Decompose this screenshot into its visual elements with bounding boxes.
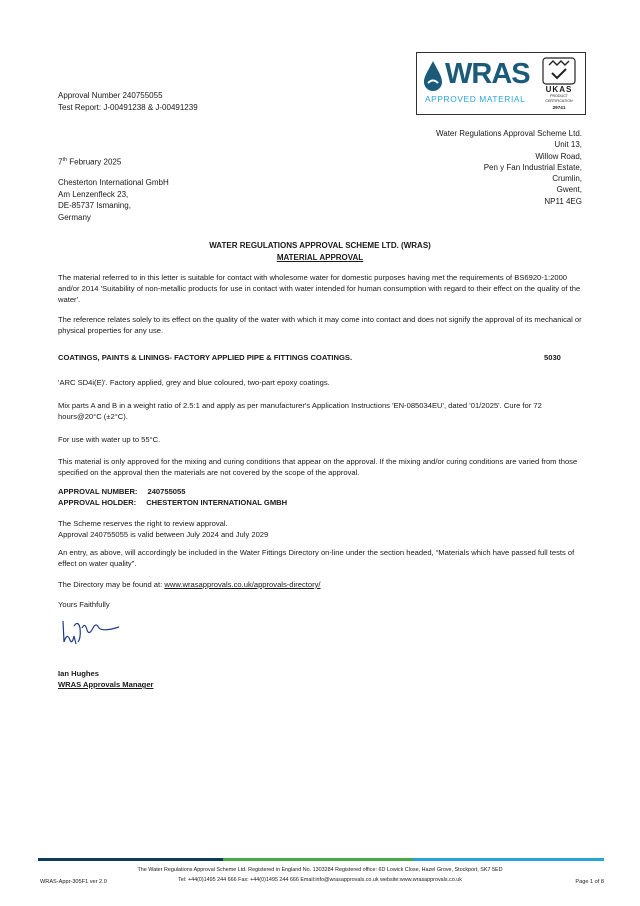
approval-number-row: APPROVAL NUMBER: 240755055 bbox=[58, 487, 186, 496]
conditions-paragraph: This material is only approved for the mixing and curing conditions that appear on the approval. If the mixing and/or curing conditions are varied from those specified on the approval then the materials are not covered by the scope of the approval. bbox=[58, 457, 578, 477]
scheme-address-line: Unit 13, bbox=[554, 140, 582, 150]
approval-header bbox=[58, 90, 198, 113]
approval-holder-row: APPROVAL HOLDER: CHESTERTON INTERNATIONAL GMBH bbox=[58, 498, 288, 507]
ukas-logo bbox=[535, 55, 583, 112]
mix-instructions: Mix parts A and B in a weight ratio of 2.5:1 and apply as per manufacturer's Application Instructions 'EN-085034EU', dated '01/2025'. Cure for 72 hours@20°C (±2°C). bbox=[58, 401, 542, 421]
directory-location: The Directory may be found at: www.wrasapprovals.co.uk/approvals-directory/ bbox=[58, 580, 321, 589]
ukas-number: 29741 bbox=[552, 105, 566, 110]
footer-line-2: Tel: +44(0)1495 244 666 Fax: +44(0)1495 244 666 Email:info@wrasapprovals.co.uk website:www.wrasapprovals.co.uk bbox=[178, 876, 462, 883]
ukas-crown-tick-icon bbox=[535, 55, 583, 112]
scheme-address-line: Gwent, bbox=[556, 185, 582, 195]
form-reference: WRAS-Appr-305F1 ver 2.0 bbox=[40, 879, 107, 885]
signatory-title: WRAS Approvals Manager bbox=[58, 680, 154, 689]
title-line-2: MATERIAL APPROVAL bbox=[276, 252, 364, 262]
test-report-line: Test Report: J-00491238 & J-00491239 bbox=[58, 102, 198, 112]
product-description: 'ARC SD4i(E)'. Factory applied, grey and blue coloured, two-part epoxy coatings. bbox=[58, 378, 330, 387]
validity-line: Approval 240755055 is valid between July 2024 and July 2029 bbox=[58, 530, 269, 539]
signatory-name: Ian Hughes bbox=[58, 669, 99, 678]
directory-entry: An entry, as above, will accordingly be included in the Water Fittings Directory on-line under the section headed, “Materials which have passed full tests of effect on water quality”. bbox=[58, 548, 575, 568]
temperature-limit: For use with water up to 55°C. bbox=[58, 435, 161, 444]
wras-logo bbox=[419, 55, 531, 112]
scheme-address-line: Crumlin, bbox=[552, 174, 582, 184]
footer-bar-navy bbox=[38, 858, 223, 861]
approval-number-line: Approval Number 240755055 bbox=[58, 91, 163, 100]
recipient-address-line: Am Lenzenfleck 23, bbox=[58, 189, 129, 199]
ukas-subtitle: PRODUCT CERTIFICATION bbox=[545, 94, 573, 103]
wras-wordmark: WRAS bbox=[445, 58, 530, 90]
category-code: 5030 bbox=[544, 353, 561, 362]
scheme-address-line: Pen y Fan Industrial Estate, bbox=[483, 162, 582, 172]
footer-color-bar bbox=[38, 858, 604, 861]
footer-line-1: The Water Regulations Approval Scheme Ltd. Registered in England No. 1303284 Registered office: 6D Lowick Close, Hazel Grove, Stockport, SK7 5ED bbox=[137, 867, 503, 873]
scheme-address-line: Willow Road, bbox=[535, 151, 582, 161]
ukas-wordmark: UKAS bbox=[545, 85, 573, 94]
review-line: The Scheme reserves the right to review approval. bbox=[58, 519, 228, 528]
scheme-address-line: Water Regulations Approval Scheme Ltd. bbox=[435, 129, 582, 138]
category-heading: COATINGS, PAINTS & LININGS- FACTORY APPLIED PIPE & FITTINGS COATINGS. bbox=[58, 353, 353, 362]
footer-registration bbox=[90, 866, 550, 885]
signature bbox=[60, 618, 122, 648]
recipient-address-line: DE-85737 Ismaning, bbox=[58, 201, 131, 210]
page-number: Page 1 of 8 bbox=[575, 879, 604, 885]
recipient-address bbox=[58, 177, 169, 223]
title-line-1: WATER REGULATIONS APPROVAL SCHEME LTD. (WRAS) bbox=[209, 241, 431, 250]
review-block bbox=[58, 518, 582, 540]
suitability-paragraph: The material referred to in this letter is suitable for contact with wholesome water for domestic purposes having met the requirements of BS6920-1:2000 and/or 2014 'Suitability of non-metallic products for use in contact with water intended for human consumption with regard to their effect on the quality of the water'. bbox=[58, 273, 581, 304]
directory-link[interactable]: www.wrasapprovals.co.uk/approvals-directory/ bbox=[164, 580, 321, 589]
wras-approved-material: APPROVED MATERIAL bbox=[425, 94, 526, 104]
letter-date: 7th February 2025 bbox=[58, 157, 122, 167]
recipient-address-line: Chesterton International GmbH bbox=[58, 178, 169, 187]
document-title bbox=[58, 240, 582, 263]
recipient-address-line: Germany bbox=[58, 212, 91, 222]
scheme-address bbox=[436, 128, 582, 207]
closing: Yours Faithfully bbox=[58, 600, 110, 609]
footer-bar-blue bbox=[413, 858, 604, 861]
footer-bar-green bbox=[223, 858, 413, 861]
reference-paragraph: The reference relates solely to its effect on the quality of the water with which it may come into contact and does not signify the approval of its mechanical or physical properties for any use. bbox=[58, 315, 582, 335]
scheme-address-line: NP11 4EG bbox=[544, 196, 582, 206]
